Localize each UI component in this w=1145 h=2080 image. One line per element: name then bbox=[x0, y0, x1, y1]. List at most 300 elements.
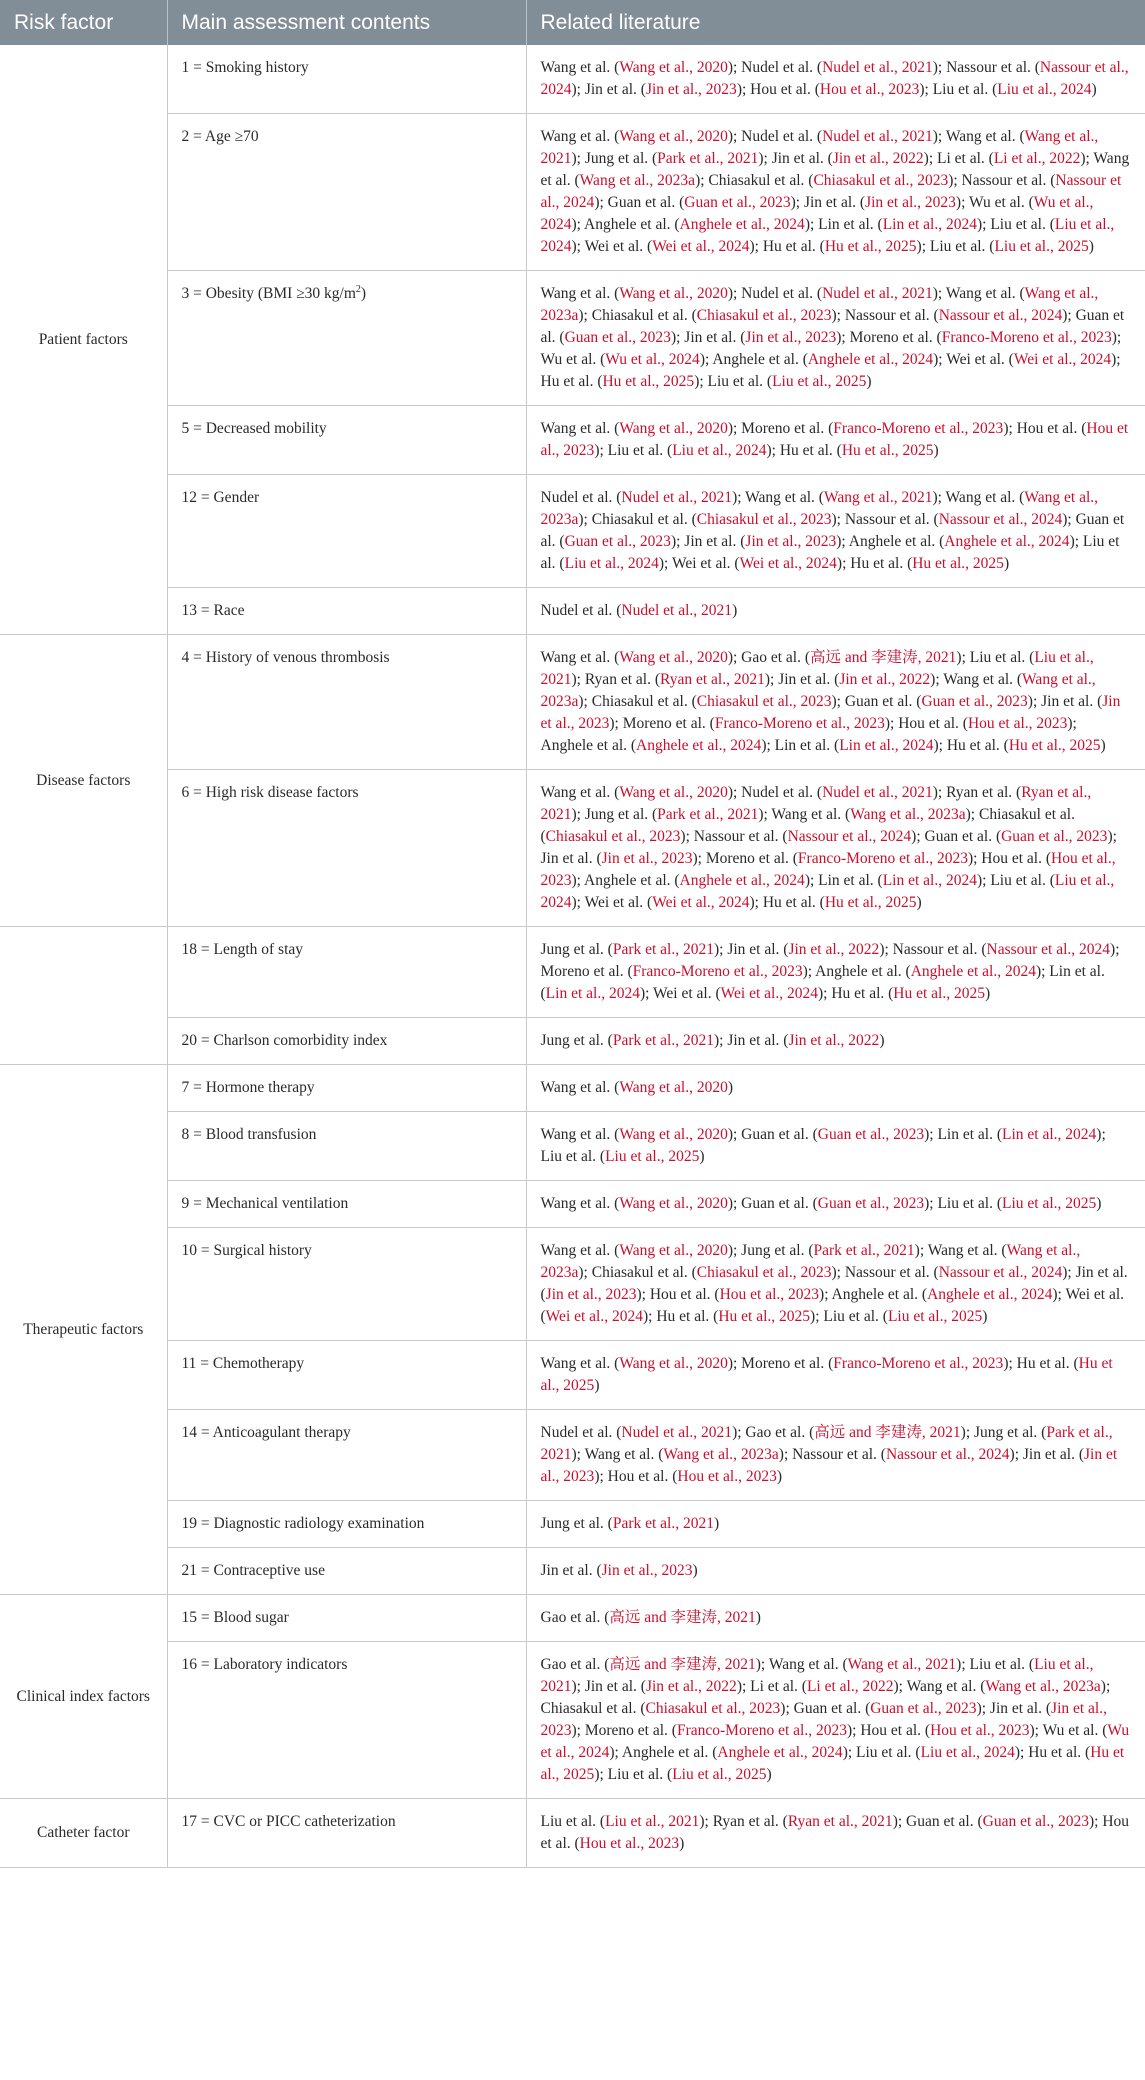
citation-link[interactable]: Jin et al., 2022 bbox=[839, 671, 931, 688]
author-text: Wu et al. ( bbox=[968, 194, 1034, 211]
citation-link[interactable]: Anghele et al., 2024 bbox=[717, 1744, 843, 1761]
citation-separator: ); bbox=[755, 1656, 769, 1673]
author-text: Nudel et al. ( bbox=[741, 285, 823, 302]
citation-link[interactable]: Wu et al., 2024 bbox=[540, 1722, 1130, 1761]
citation-link[interactable]: Wei et al., 2024 bbox=[652, 238, 750, 255]
citation-link[interactable]: Jin et al., 2023 bbox=[540, 693, 1121, 732]
author-text: Jin et al. ( bbox=[803, 194, 866, 211]
citation-link[interactable]: 高远 and 李建涛, 2021 bbox=[609, 1609, 756, 1626]
citation-link[interactable]: Guan et al., 2023 bbox=[982, 1813, 1089, 1830]
citation-link[interactable]: Jin et al., 2023 bbox=[540, 1446, 1118, 1485]
citation-link[interactable]: Chiasakul et al., 2023 bbox=[696, 1264, 832, 1281]
header-row bbox=[0, 0, 1145, 45]
citation-separator: ); bbox=[658, 555, 672, 572]
citation-link[interactable]: Guan et al., 2023 bbox=[564, 533, 671, 550]
citation-link[interactable]: Park et al., 2021 bbox=[657, 150, 759, 167]
citation-separator: ) bbox=[1100, 737, 1106, 754]
citation-link[interactable]: Jin et al., 2023 bbox=[865, 194, 956, 211]
citation-link[interactable]: Liu et al., 2025 bbox=[605, 1148, 700, 1165]
citation-link[interactable]: Franco-Moreno et al., 2023 bbox=[714, 715, 885, 732]
citation-separator: ); bbox=[965, 806, 979, 823]
citation-separator: ); bbox=[955, 194, 969, 211]
citation-link[interactable]: Wang et al., 2023a bbox=[663, 1446, 779, 1463]
assessment-content-text: 18 = Length of stay bbox=[181, 941, 304, 958]
citation-link[interactable]: Jin et al., 2023 bbox=[745, 533, 837, 550]
citation-link[interactable]: Wang et al., 2021 bbox=[823, 489, 933, 506]
citation-link[interactable]: Wang et al., 2020 bbox=[619, 1126, 728, 1143]
citation-link[interactable]: Franco-Moreno et al., 2023 bbox=[941, 329, 1112, 346]
author-text: Wang et al. ( bbox=[584, 1446, 664, 1463]
citation-link[interactable]: Chiasakul et al., 2023 bbox=[645, 1700, 781, 1717]
citation-link[interactable]: Chiasakul et al., 2023 bbox=[696, 307, 832, 324]
author-text: Liu et al. ( bbox=[823, 1308, 888, 1325]
citation-link[interactable]: Lin et al., 2024 bbox=[1002, 1126, 1097, 1143]
citation-link[interactable]: Li et al., 2022 bbox=[993, 150, 1081, 167]
citation-link[interactable]: Nassour et al., 2024 bbox=[938, 1264, 1063, 1281]
citation-separator: ); bbox=[692, 850, 706, 867]
table-row bbox=[0, 1548, 1145, 1595]
risk-factor-group-cell bbox=[0, 635, 167, 927]
citation-link[interactable]: Franco-Moreno et al., 2023 bbox=[833, 1355, 1004, 1372]
citation-link[interactable]: Jin et al., 2023 bbox=[745, 329, 837, 346]
citation-separator: ); bbox=[766, 442, 780, 459]
citation-separator: ); bbox=[842, 1744, 857, 1761]
citation-link[interactable]: Hou et al., 2023 bbox=[579, 1835, 680, 1852]
citation-link[interactable]: Wang et al., 2020 bbox=[619, 59, 728, 76]
citation-link[interactable]: Wang et al., 2023a bbox=[540, 671, 1096, 710]
author-text: Anghele et al. ( bbox=[712, 351, 808, 368]
citation-link[interactable]: Guan et al., 2023 bbox=[870, 1700, 977, 1717]
citation-separator: ); bbox=[1100, 1678, 1111, 1695]
citation-separator: ); bbox=[819, 1286, 832, 1303]
citation-link[interactable]: Wang et al., 2021 bbox=[540, 128, 1099, 167]
citation-link[interactable]: Nassour et al., 2024 bbox=[540, 172, 1122, 211]
author-text: Hou et al. ( bbox=[1016, 420, 1087, 437]
citation-separator: ); bbox=[932, 784, 947, 801]
citation-link[interactable]: Guan et al., 2023 bbox=[817, 1195, 925, 1212]
citation-link[interactable]: Nassour et al., 2024 bbox=[540, 59, 1129, 98]
assessment-content-text: 7 = Hormone therapy bbox=[181, 1079, 315, 1096]
citation-separator: ) bbox=[699, 1148, 705, 1165]
author-text: Anghele et al. ( bbox=[848, 533, 945, 550]
citation-link[interactable]: Chiasakul et al., 2023 bbox=[813, 172, 949, 189]
citation-link[interactable]: Hu et al., 2025 bbox=[824, 894, 917, 911]
citation-link[interactable]: Liu et al., 2024 bbox=[564, 555, 659, 572]
citation-link[interactable]: Wang et al., 2020 bbox=[619, 1242, 728, 1259]
related-literature-cell bbox=[526, 927, 1145, 1018]
citation-link[interactable]: Guan et al., 2023 bbox=[564, 329, 671, 346]
author-text: Lin et al. ( bbox=[540, 963, 1105, 1002]
citation-link[interactable]: Wang et al., 2023a bbox=[850, 806, 966, 823]
citation-link[interactable]: Liu et al., 2024 bbox=[920, 1744, 1015, 1761]
assessment-content-tail: ) bbox=[360, 285, 367, 302]
author-text: Guan et al. ( bbox=[741, 1126, 818, 1143]
citation-link[interactable]: Hu et al., 2025 bbox=[540, 1355, 1113, 1394]
citation-link[interactable]: Jin et al., 2023 bbox=[601, 850, 693, 867]
citation-link[interactable]: Franco-Moreno et al., 2023 bbox=[632, 963, 803, 980]
citation-separator: ) bbox=[1003, 555, 1010, 572]
citation-link[interactable]: Jin et al., 2022 bbox=[645, 1678, 737, 1695]
citation-separator: ) bbox=[776, 1468, 783, 1485]
citation-separator: ); bbox=[1062, 1264, 1076, 1281]
citation-link[interactable]: Jin et al., 2023 bbox=[601, 1562, 693, 1579]
citation-link[interactable]: Franco-Moreno et al., 2023 bbox=[676, 1722, 847, 1739]
citation-link[interactable]: Wang et al., 2020 bbox=[619, 1355, 728, 1372]
table-row bbox=[0, 406, 1145, 475]
citation-link[interactable]: Anghele et al., 2024 bbox=[944, 533, 1070, 550]
citation-link[interactable]: Hou et al., 2023 bbox=[677, 1468, 777, 1485]
citation-link[interactable]: Nudel et al., 2021 bbox=[822, 285, 933, 302]
citation-link[interactable]: Liu et al., 2021 bbox=[540, 649, 1094, 688]
citation-link[interactable]: Chiasakul et al., 2023 bbox=[696, 511, 832, 528]
citation-separator: ); bbox=[948, 172, 962, 189]
citation-link[interactable]: Anghele et al., 2024 bbox=[927, 1286, 1053, 1303]
citation-link[interactable]: Hou et al., 2023 bbox=[719, 1286, 820, 1303]
risk-factor-group-cell bbox=[0, 1595, 167, 1799]
citation-link[interactable]: Anghele et al., 2024 bbox=[679, 872, 805, 889]
citation-link[interactable]: Nassour et al., 2024 bbox=[986, 941, 1111, 958]
citation-link[interactable]: Wu et al., 2024 bbox=[540, 194, 1094, 233]
citation-separator: ); bbox=[933, 351, 947, 368]
citation-link[interactable]: Guan et al., 2023 bbox=[817, 1126, 925, 1143]
author-text: Jung et al. ( bbox=[540, 1515, 613, 1532]
citation-link[interactable]: Nudel et al., 2021 bbox=[822, 128, 933, 145]
citation-separator: ); bbox=[732, 489, 746, 506]
citation-separator: ); bbox=[571, 1722, 585, 1739]
author-text: Lin et al. ( bbox=[818, 872, 883, 889]
citation-link[interactable]: 高远 and 李建涛, 2021 bbox=[814, 1424, 961, 1441]
citation-link[interactable]: Lin et al., 2024 bbox=[545, 985, 640, 1002]
author-text: Chiasakul et al. ( bbox=[540, 806, 1075, 845]
citation-link[interactable]: Park et al., 2021 bbox=[540, 1424, 1113, 1463]
author-text: Wang et al. ( bbox=[768, 1656, 848, 1673]
citation-separator: ); bbox=[977, 872, 991, 889]
citation-link[interactable]: Nassour et al., 2024 bbox=[938, 511, 1063, 528]
citation-link[interactable]: Liu et al., 2024 bbox=[540, 216, 1115, 255]
citation-link[interactable]: Liu et al., 2024 bbox=[672, 442, 767, 459]
author-text: Anghele et al. ( bbox=[621, 1744, 718, 1761]
table-row bbox=[0, 1341, 1145, 1410]
citation-separator: ); bbox=[749, 238, 763, 255]
author-text: Jung et al. ( bbox=[540, 941, 613, 958]
assessment-content-text: 9 = Mechanical ventilation bbox=[181, 1195, 349, 1212]
citation-separator: ); bbox=[977, 216, 991, 233]
author-text: Anghele et al. ( bbox=[540, 737, 637, 754]
citation-link[interactable]: Hu et al., 2025 bbox=[1008, 737, 1101, 754]
citation-separator: ); bbox=[714, 941, 728, 958]
citation-separator: ); bbox=[790, 194, 804, 211]
citation-link[interactable]: Hou et al., 2023 bbox=[967, 715, 1068, 732]
author-text: Wang et al. ( bbox=[906, 1678, 986, 1695]
author-text: Anghele et al. ( bbox=[831, 1286, 928, 1303]
author-text: Nassour et al. ( bbox=[946, 59, 1040, 76]
author-text: Wang et al. ( bbox=[771, 806, 851, 823]
citation-link[interactable]: Ryan et al., 2021 bbox=[540, 784, 1092, 823]
citation-separator: ) bbox=[714, 1515, 720, 1532]
citation-link[interactable]: Hou et al., 2023 bbox=[930, 1722, 1030, 1739]
author-text: Liu et al. ( bbox=[856, 1744, 921, 1761]
citation-link[interactable]: Wang et al., 2023a bbox=[985, 1678, 1101, 1695]
table-row bbox=[0, 588, 1145, 635]
author-text: Hou et al. ( bbox=[607, 1468, 678, 1485]
citation-link[interactable]: Wu et al., 2024 bbox=[605, 351, 700, 368]
citation-link[interactable]: Li et al., 2022 bbox=[806, 1678, 894, 1695]
citation-link[interactable]: Hu et al., 2025 bbox=[824, 238, 917, 255]
citation-link[interactable]: Wang et al., 2021 bbox=[847, 1656, 957, 1673]
citation-separator: ); bbox=[1035, 963, 1050, 980]
citation-separator: ); bbox=[1062, 307, 1076, 324]
citation-link[interactable]: Liu et al., 2025 bbox=[772, 373, 867, 390]
citation-link[interactable]: Ryan et al., 2021 bbox=[659, 671, 765, 688]
citation-separator: ); bbox=[571, 238, 585, 255]
assessment-content-cell bbox=[167, 1595, 526, 1642]
citation-separator: ); bbox=[831, 1264, 845, 1281]
author-text: Liu et al. ( bbox=[540, 1813, 606, 1830]
author-text: Hu et al. ( bbox=[1028, 1744, 1091, 1761]
citation-link[interactable]: Lin et al., 2024 bbox=[882, 872, 977, 889]
author-text: Nassour et al. ( bbox=[844, 307, 939, 324]
author-text: Wang et al. ( bbox=[540, 59, 620, 76]
citation-separator: ); bbox=[727, 1195, 742, 1212]
citation-link[interactable]: Jin et al., 2023 bbox=[645, 81, 737, 98]
assessment-content-cell bbox=[167, 1410, 526, 1501]
citation-link[interactable]: Wang et al., 2023a bbox=[579, 172, 696, 189]
citation-link[interactable]: Chiasakul et al., 2023 bbox=[545, 828, 681, 845]
citation-link[interactable]: Wei et al., 2024 bbox=[720, 985, 818, 1002]
table-row bbox=[0, 1595, 1145, 1642]
table-row bbox=[0, 770, 1145, 927]
citation-separator: ); bbox=[919, 81, 933, 98]
citation-link[interactable]: Jin et al., 2023 bbox=[545, 1286, 637, 1303]
citation-link[interactable]: Hou et al., 2023 bbox=[819, 81, 920, 98]
author-text: Liu et al. ( bbox=[932, 81, 998, 98]
assessment-content-cell bbox=[167, 1642, 526, 1799]
table-row bbox=[0, 475, 1145, 588]
citation-link[interactable]: Hu et al., 2025 bbox=[841, 442, 934, 459]
author-text: Guan et al. ( bbox=[924, 828, 1002, 845]
citation-link[interactable]: Franco-Moreno et al., 2023 bbox=[797, 850, 968, 867]
author-text: Jin et al. ( bbox=[989, 1700, 1052, 1717]
author-text: Gao et al. ( bbox=[540, 1609, 610, 1626]
citation-link[interactable]: Wang et al., 2020 bbox=[619, 1079, 728, 1096]
citation-link[interactable]: Wei et al., 2024 bbox=[739, 555, 837, 572]
citation-link[interactable]: Nassour et al., 2024 bbox=[787, 828, 912, 845]
citation-link[interactable]: Liu et al., 2024 bbox=[997, 81, 1092, 98]
author-text: Moreno et al. ( bbox=[705, 850, 798, 867]
citation-link[interactable]: Nudel et al., 2021 bbox=[621, 602, 733, 619]
citation-separator: ); bbox=[594, 1468, 608, 1485]
citation-link[interactable]: Nassour et al., 2024 bbox=[938, 307, 1063, 324]
citation-link[interactable]: Hou et al., 2023 bbox=[540, 420, 1129, 459]
citation-link[interactable]: Wang et al., 2023a bbox=[540, 489, 1098, 528]
author-text: Wang et al. ( bbox=[943, 671, 1023, 688]
citation-separator: ); bbox=[727, 649, 742, 666]
author-text: Jin et al. ( bbox=[1041, 693, 1103, 710]
citation-link[interactable]: Liu et al., 2021 bbox=[540, 1656, 1094, 1695]
citation-link[interactable]: Liu et al., 2025 bbox=[1002, 1195, 1097, 1212]
related-literature-cell bbox=[526, 45, 1145, 114]
citation-link[interactable]: Hou et al., 2023 bbox=[540, 850, 1116, 889]
citation-separator: ); bbox=[836, 533, 849, 550]
citation-separator: ); bbox=[810, 1308, 824, 1325]
citation-link[interactable]: Nudel et al., 2021 bbox=[621, 489, 733, 506]
author-text: Ryan et al. ( bbox=[946, 784, 1022, 801]
author-text: Wang et al. ( bbox=[540, 1079, 620, 1096]
assessment-content-cell bbox=[167, 1501, 526, 1548]
citation-separator: ); bbox=[780, 1700, 794, 1717]
citation-separator: ); bbox=[893, 1678, 907, 1695]
citation-link[interactable]: Anghele et al., 2024 bbox=[679, 216, 805, 233]
citation-link[interactable]: Park et al., 2021 bbox=[612, 1032, 714, 1049]
assessment-content-text: 12 = Gender bbox=[181, 489, 260, 506]
citation-link[interactable]: Anghele et al., 2024 bbox=[636, 737, 762, 754]
author-text: Jin et al. ( bbox=[540, 1562, 602, 1579]
citation-link[interactable]: Park et al., 2021 bbox=[657, 806, 759, 823]
citation-link[interactable]: Liu et al., 2025 bbox=[887, 1308, 983, 1325]
citation-link[interactable]: Wang et al., 2020 bbox=[619, 128, 728, 145]
citation-link[interactable]: Wang et al., 2023a bbox=[540, 1242, 1081, 1281]
author-text: Wei et al. ( bbox=[540, 1286, 1125, 1325]
citation-link[interactable]: Nassour et al., 2024 bbox=[885, 1446, 1010, 1463]
citation-separator: ); bbox=[932, 59, 947, 76]
citation-separator: ); bbox=[846, 1722, 861, 1739]
citation-separator: ); bbox=[1110, 941, 1120, 958]
citation-link[interactable]: Lin et al., 2024 bbox=[882, 216, 977, 233]
citation-link[interactable]: Wang et al., 2020 bbox=[619, 285, 728, 302]
author-text: Wei et al. ( bbox=[584, 238, 653, 255]
citation-link[interactable]: Liu et al., 2021 bbox=[605, 1813, 700, 1830]
assessment-content-text: 11 = Chemotherapy bbox=[181, 1355, 305, 1372]
author-text: Hu et al. ( bbox=[831, 985, 894, 1002]
author-text: Wang et al. ( bbox=[540, 649, 620, 666]
citation-link[interactable]: Liu et al., 2025 bbox=[672, 1766, 767, 1783]
related-literature-cell bbox=[526, 406, 1145, 475]
citation-link[interactable]: Nudel et al., 2021 bbox=[621, 1424, 733, 1441]
citation-link[interactable]: Ryan et al., 2021 bbox=[787, 1813, 893, 1830]
citation-link[interactable]: Park et al., 2021 bbox=[612, 1515, 714, 1532]
citation-separator: ); bbox=[571, 671, 585, 688]
author-text: Gao et al. ( bbox=[741, 649, 811, 666]
assessment-content-cell bbox=[167, 1065, 526, 1112]
citation-link[interactable]: Hu et al., 2025 bbox=[540, 1744, 1125, 1783]
author-text: Hou et al. ( bbox=[750, 81, 820, 98]
citation-link[interactable]: Nudel et al., 2021 bbox=[822, 59, 933, 76]
citation-link[interactable]: Wei et al., 2024 bbox=[545, 1308, 643, 1325]
author-text: Nudel et al. ( bbox=[741, 59, 823, 76]
citation-link[interactable]: Wang et al., 2020 bbox=[619, 784, 728, 801]
citation-link[interactable]: Hu et al., 2025 bbox=[893, 985, 985, 1002]
citation-separator: ) bbox=[933, 442, 939, 459]
author-text: Wang et al. ( bbox=[945, 285, 1025, 302]
author-text: Wang et al. ( bbox=[540, 1195, 620, 1212]
citation-link[interactable]: Nudel et al., 2021 bbox=[822, 784, 933, 801]
citation-separator: ); bbox=[778, 1446, 793, 1463]
citation-link[interactable]: Wei et al., 2024 bbox=[1013, 351, 1112, 368]
citation-separator: ); bbox=[571, 1446, 585, 1463]
citation-separator: ); bbox=[571, 894, 585, 911]
citation-link[interactable]: Hu et al., 2025 bbox=[602, 373, 695, 390]
citation-link[interactable]: Hu et al., 2025 bbox=[718, 1308, 811, 1325]
citation-separator: ); bbox=[1029, 1722, 1043, 1739]
author-text: Ryan et al. ( bbox=[584, 671, 660, 688]
citation-link[interactable]: Jin et al., 2022 bbox=[832, 150, 924, 167]
table-row bbox=[0, 1410, 1145, 1501]
citation-link[interactable]: Liu et al., 2025 bbox=[994, 238, 1089, 255]
citation-link[interactable]: Wei et al., 2024 bbox=[652, 894, 750, 911]
citation-link[interactable]: Wang et al., 2023a bbox=[540, 285, 1099, 324]
citation-link[interactable]: 高远 and 李建涛, 2021 bbox=[609, 1656, 756, 1673]
citation-link[interactable]: Chiasakul et al., 2023 bbox=[696, 693, 832, 710]
assessment-content-text: 8 = Blood transfusion bbox=[181, 1126, 317, 1143]
citation-link[interactable]: Guan et al., 2023 bbox=[921, 693, 1028, 710]
citation-separator: ); bbox=[732, 1424, 746, 1441]
assessment-content-cell bbox=[167, 635, 526, 770]
citation-link[interactable]: Jin et al., 2022 bbox=[788, 1032, 880, 1049]
author-text: Jung et al. ( bbox=[540, 1032, 613, 1049]
citation-link[interactable]: Franco-Moreno et al., 2023 bbox=[833, 420, 1004, 437]
author-text: Jin et al. ( bbox=[771, 150, 833, 167]
citation-separator: ); bbox=[727, 420, 742, 437]
author-text: Jung et al. ( bbox=[584, 806, 658, 823]
citation-link[interactable]: Anghele et al., 2024 bbox=[807, 351, 934, 368]
citation-separator: ); bbox=[699, 1813, 713, 1830]
author-text: Wu et al. ( bbox=[1042, 1722, 1108, 1739]
citation-link[interactable]: Wang et al., 2020 bbox=[619, 420, 728, 437]
table-row bbox=[0, 927, 1145, 1018]
citation-separator: ); bbox=[967, 850, 982, 867]
citation-separator: ); bbox=[727, 1242, 742, 1259]
citation-separator: ); bbox=[571, 1678, 585, 1695]
citation-link[interactable]: Liu et al., 2024 bbox=[540, 872, 1115, 911]
citation-link[interactable]: Anghele et al., 2024 bbox=[910, 963, 1036, 980]
assessment-content-cell bbox=[167, 475, 526, 588]
related-literature-cell bbox=[526, 1181, 1145, 1228]
citation-link[interactable]: Park et al., 2021 bbox=[612, 941, 714, 958]
citation-separator: ); bbox=[578, 307, 592, 324]
citation-link[interactable]: Wang et al., 2020 bbox=[619, 1195, 728, 1212]
citation-separator: ); bbox=[571, 150, 585, 167]
citation-link[interactable]: Guan et al., 2023 bbox=[1001, 828, 1108, 845]
citation-link[interactable]: Wang et al., 2020 bbox=[619, 649, 728, 666]
citation-separator: ) bbox=[1091, 81, 1097, 98]
author-text: Jin et al. ( bbox=[584, 81, 646, 98]
citation-link[interactable]: Jin et al., 2023 bbox=[540, 1700, 1107, 1739]
citation-link[interactable]: Guan et al., 2023 bbox=[684, 194, 791, 211]
author-text: Wei et al. ( bbox=[946, 351, 1014, 368]
author-text: Liu et al. ( bbox=[990, 872, 1055, 889]
author-text: Liu et al. ( bbox=[969, 649, 1035, 666]
author-text: Hu et al. ( bbox=[850, 555, 913, 572]
citation-link[interactable]: Park et al., 2021 bbox=[813, 1242, 915, 1259]
author-text: Moreno et al. ( bbox=[741, 420, 834, 437]
citation-link[interactable]: Hu et al., 2025 bbox=[912, 555, 1004, 572]
author-text: Wei et al. ( bbox=[653, 985, 721, 1002]
citation-link[interactable]: 高远 and 李建涛, 2021 bbox=[810, 649, 957, 666]
author-text: Ryan et al. ( bbox=[712, 1813, 788, 1830]
author-text: Jin et al. ( bbox=[684, 329, 746, 346]
citation-separator: ); bbox=[892, 1813, 907, 1830]
citation-separator: ); bbox=[727, 128, 742, 145]
citation-link[interactable]: Jin et al., 2022 bbox=[788, 941, 880, 958]
author-text: Jin et al. ( bbox=[727, 941, 789, 958]
author-text: Hu et al. ( bbox=[656, 1308, 719, 1325]
citation-link[interactable]: Lin et al., 2024 bbox=[839, 737, 934, 754]
citation-separator: ); bbox=[831, 511, 845, 528]
author-text: Guan et al. ( bbox=[741, 1195, 818, 1212]
related-literature-cell bbox=[526, 1065, 1145, 1112]
citation-separator: ); bbox=[1009, 1446, 1023, 1463]
author-text: Jung et al. ( bbox=[974, 1424, 1047, 1441]
